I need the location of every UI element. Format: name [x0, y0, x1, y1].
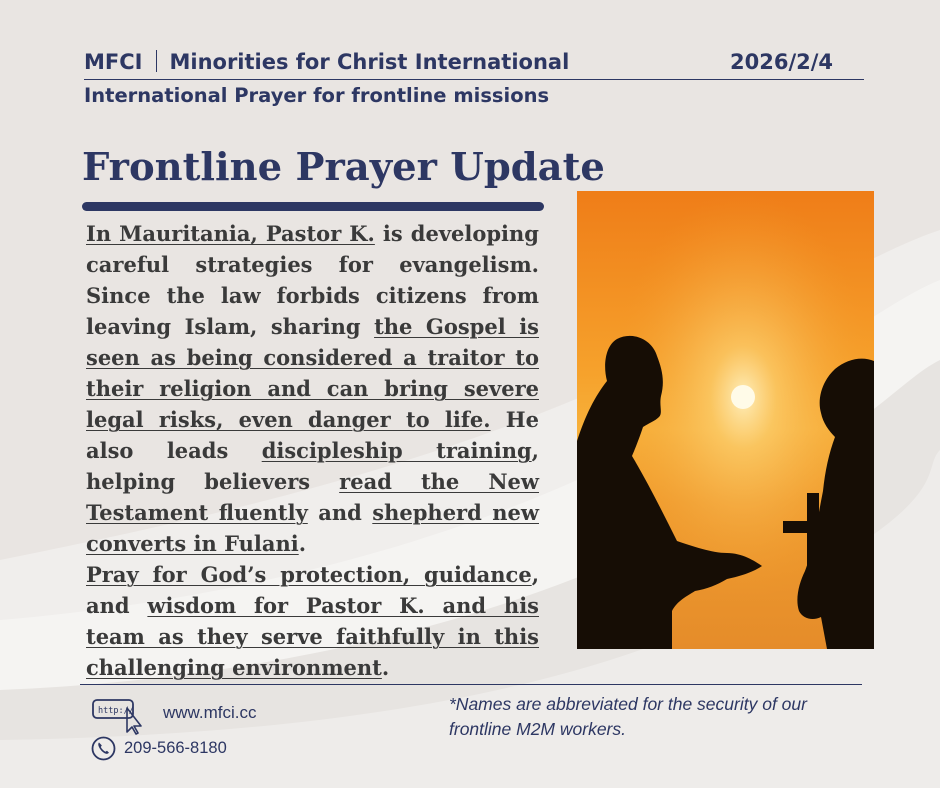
- location-pastor: In Mauritania, Pastor K.: [86, 221, 375, 246]
- web-cursor-icon: [92, 699, 142, 737]
- sun: [731, 385, 755, 409]
- prayer-request-paragraph: [86, 559, 539, 683]
- pray-protection: Pray for God’s protection, guidance: [86, 562, 532, 587]
- body-text-run: .: [298, 531, 307, 556]
- silhouette-illustration: [577, 191, 874, 649]
- discipleship-training: discipleship training: [261, 438, 532, 463]
- header-subtitle: International Prayer for frontline missions: [84, 84, 550, 107]
- header-rule: [84, 79, 864, 80]
- read-new-testament: read the New Testament fluently: [86, 469, 539, 525]
- shepherd-converts: shepherd new converts in Fulani: [86, 500, 539, 556]
- wisdom-request: wisdom for Pastor K. and his team as they serve faithfully in this challenging environment: [86, 593, 539, 680]
- update-paragraph: [86, 218, 539, 559]
- organization-header: [84, 50, 569, 74]
- header-divider: [156, 50, 157, 72]
- header-date: 2026/2/4: [730, 50, 834, 74]
- gospel-risk-text: the Gospel is seen as being considered a traitor to their religion and can bring severe legal risks, even danger to life.: [86, 314, 539, 432]
- body-text-run: and: [307, 500, 373, 525]
- sunset-prayer-photo: [577, 191, 874, 649]
- body-text-run: is developing careful strategies for evangelism. Since the law forbids citizens from leaving Islam, sharing: [86, 221, 539, 339]
- phone-number[interactable]: 209-566-8180: [124, 739, 227, 757]
- phone-icon: [91, 736, 116, 761]
- body-text-run: , and: [86, 562, 539, 618]
- title-underline-bar: [82, 202, 544, 211]
- body-text-run: .: [381, 655, 390, 680]
- page-title: Frontline Prayer Update: [82, 145, 605, 190]
- body-text-run: He also leads: [86, 407, 540, 463]
- org-short-name: MFCI: [84, 50, 143, 74]
- body-text-run: , helping believers: [86, 438, 539, 494]
- prayer-update-text: [86, 218, 539, 683]
- web-icon-label: http://: [98, 706, 134, 716]
- footer-rule: [80, 684, 862, 685]
- security-footnote: *Names are abbreviated for the security of our frontline M2M workers.: [449, 694, 807, 739]
- website-link[interactable]: www.mfci.cc: [163, 703, 257, 722]
- org-full-name: Minorities for Christ International: [169, 50, 570, 74]
